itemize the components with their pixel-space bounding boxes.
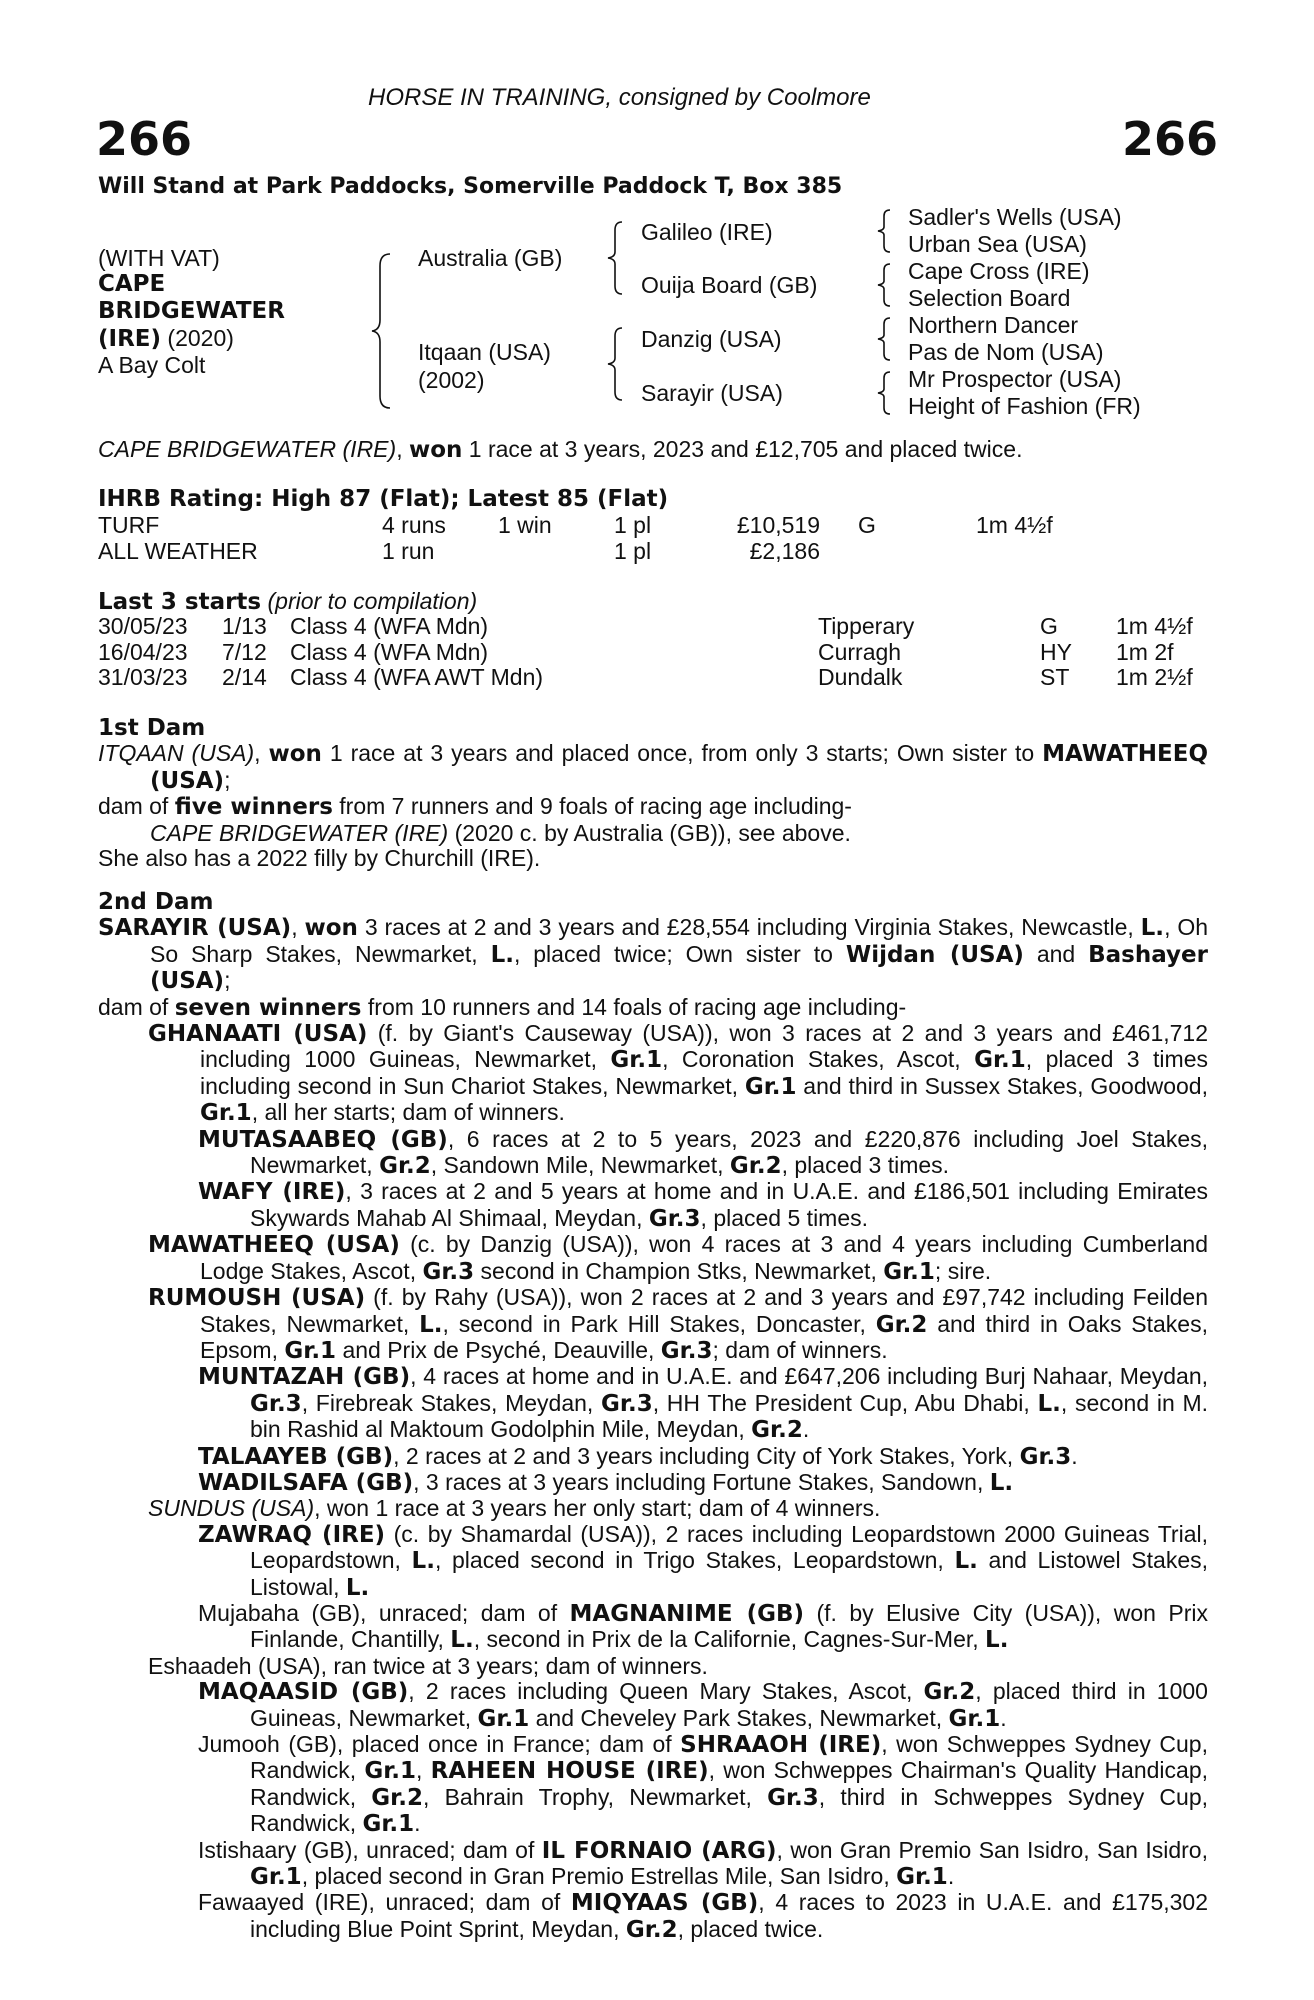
bold-text: Bashayer (USA) (150, 941, 1208, 995)
horse-name-line1: CAPE (98, 271, 166, 297)
bold-text: SARAYIR (USA) (98, 915, 292, 942)
summary-horse-name: CAPE BRIDGEWATER (IRE) (98, 436, 397, 462)
bold-text: Gr.1 (610, 1047, 663, 1074)
text: from 10 runners and 14 foals of racing age including- (361, 993, 907, 1020)
pedigree-brace-main (370, 252, 394, 410)
vat-note: (WITH VAT) (98, 245, 220, 271)
rating-surface: TURF (98, 512, 160, 538)
summary-rest: 1 race at 3 years, 2023 and £12,705 and placed twice. (462, 436, 1023, 462)
bold-text: MAGNANIME (GB) (569, 1600, 805, 1627)
text: and Prix de Psyché, Deauville, (336, 1336, 661, 1363)
bold-text: won (268, 741, 322, 768)
text: second in Champion Stks, Newmarket, (474, 1257, 884, 1284)
start-course: Curragh (818, 638, 902, 665)
pedigree-sire-dam: Ouija Board (GB) (641, 272, 818, 298)
bold-text: L. (411, 1548, 435, 1575)
bold-text: Gr.1 (362, 1811, 415, 1838)
bold-text: MAWATHEEQ (USA) (148, 1232, 400, 1259)
bold-text: WAFY (IRE) (198, 1179, 346, 1206)
start-going: HY (1040, 638, 1072, 665)
produce-entry (98, 1496, 1208, 1521)
text: (c. by Shamardal (USA)), 2 races including Leopardstown 2000 Guineas Trial, Leopardstown, (250, 1520, 1208, 1574)
italic-text: SUNDUS (USA) (148, 1495, 315, 1522)
text: and third in Sussex Stakes, Goodwood, (796, 1072, 1208, 1099)
text: Mujabaha (GB), unraced; dam of (198, 1599, 570, 1626)
bold-text: Gr.3 (767, 1784, 819, 1811)
bold-text: L. (989, 1469, 1014, 1496)
bold-text: Gr.2 (625, 1916, 678, 1943)
bold-text: Gr.1 (477, 1705, 530, 1732)
first-dam-produce (98, 794, 1208, 820)
text: , 3 races at 3 years including Fortune Stakes, Sandown, (413, 1468, 990, 1495)
text: and third in Oaks Stakes, Epsom, (200, 1310, 1208, 1363)
text: She also has a 2022 filly by Churchill (IRE). (98, 845, 541, 872)
text: and Listowel Stakes, Listowal, (250, 1547, 1209, 1600)
bold-text: seven winners (174, 994, 362, 1021)
bold-text: L. (954, 1548, 978, 1575)
produce-entry (98, 915, 1208, 994)
text: , Coronation Stakes, Ascot, (662, 1046, 975, 1073)
text: , second in Park Hill Stakes, Doncaster, (442, 1310, 876, 1337)
bold-text: WADILSAFA (GB) (198, 1469, 414, 1496)
start-course: Tipperary (818, 613, 915, 639)
text: , (291, 914, 305, 941)
rating-pl: 1 pl (614, 538, 652, 564)
text: Istishaary (GB), unraced; dam of (198, 1836, 542, 1863)
rating-prize: £10,519 (736, 512, 820, 538)
last-starts-note: (prior to compilation) (267, 588, 478, 614)
start-pos: 7/12 (222, 638, 267, 665)
text: , placed 3 times. (781, 1152, 950, 1179)
italic-text: ITQAAN (USA) (98, 740, 255, 767)
text: , placed second in Gran Premio Estrellas Mile, San Isidro, (301, 1863, 897, 1890)
stable-location: Will Stand at Park Paddocks, Somerville Paddock T, Box 385 (98, 174, 843, 199)
text: from 7 runners and 9 foals of racing age including- (332, 793, 852, 820)
produce-entry (98, 1179, 1208, 1232)
rating-runs: 1 run (382, 538, 435, 564)
pedigree-gg4: Selection Board (908, 285, 1071, 311)
first-dam-section (98, 716, 1208, 871)
produce-entry (98, 1285, 1208, 1364)
bold-text: RAHEEN HOUSE (IRE) (430, 1758, 709, 1785)
second-dam-section (98, 890, 1208, 1943)
text: , placed twice. (677, 1915, 824, 1942)
text: , placed 5 times. (700, 1204, 869, 1231)
bold-text: Gr.2 (923, 1679, 976, 1706)
text: , all her starts; dam of winners. (251, 1099, 565, 1126)
horse-name-line2: BRIDGEWATER (98, 298, 285, 324)
pedigree-brace-g1 (876, 208, 894, 254)
text: , third in Schweppes Sydney Cup, Randwick, (250, 1783, 1208, 1837)
bold-text: Gr.3 (422, 1258, 475, 1285)
last-starts-heading (98, 588, 477, 615)
page-subtitle: HORSE IN TRAINING, consigned by Coolmore (368, 84, 871, 111)
bold-text: Gr.1 (896, 1864, 948, 1891)
first-dam-heading: 1st Dam (98, 715, 206, 741)
text: (f. by Rahy (USA)), won 2 races at 2 and 3 years and £97,742 including Feilden Stakes, Newmarket, (200, 1284, 1208, 1337)
bold-text: MAWATHEEQ (USA) (150, 741, 1209, 794)
text: (f. by Elusive City (USA)), won Prix Finlande, Chantilly, (250, 1599, 1208, 1653)
pedigree-dam-sire: Danzig (USA) (641, 326, 782, 352)
text: ; sire. (934, 1257, 992, 1284)
start-pos: 1/13 (222, 613, 267, 639)
text: , (416, 1757, 431, 1784)
rating-surface: ALL WEATHER (98, 538, 258, 564)
text: . (1071, 1442, 1078, 1469)
rating-runs: 4 runs (382, 512, 446, 538)
bold-text: Gr.3 (1019, 1443, 1072, 1470)
text: . (947, 1863, 955, 1890)
bold-text: L. (450, 1627, 474, 1654)
pedigree-gg5: Northern Dancer (908, 312, 1079, 338)
pedigree-brace-g2 (876, 262, 894, 308)
bold-text: Gr.1 (284, 1337, 337, 1364)
pedigree-dam-year: (2002) (418, 367, 485, 393)
text: ; (224, 766, 231, 793)
text: , placed third in 1000 Guineas, Newmarket, (250, 1678, 1208, 1731)
text: , 4 races at home and in U.A.E. and £647,206 including Burj Nahaar, Meydan, (410, 1363, 1209, 1390)
bold-text: L. (1037, 1390, 1061, 1417)
bold-text: Gr.1 (883, 1258, 935, 1285)
text: , won Gran Premio San Isidro, San Isidro, (776, 1836, 1208, 1863)
bold-text: Gr.1 (948, 1705, 1001, 1732)
text: , placed twice; Own sister to (513, 940, 846, 967)
text: , 4 races to 2023 in U.A.E. and £175,302 including Blue Point Sprint, Meydan, (250, 1889, 1209, 1942)
second-dam-paragraphs (98, 915, 1208, 1943)
produce-entry (98, 1364, 1208, 1443)
text: . (802, 1416, 810, 1443)
produce-entry (98, 1654, 1208, 1679)
pedigree-gg6: Pas de Nom (USA) (908, 339, 1104, 365)
text: Eshaadeh (USA), ran twice at 3 years; dam of winners. (148, 1652, 708, 1679)
pedigree-sire: Australia (GB) (418, 245, 563, 271)
rating-title: IHRB Rating: High 87 (Flat); Latest 85 (Flat) (98, 486, 669, 512)
produce-entry (98, 1522, 1208, 1601)
bold-text: IL FORNAIO (ARG) (541, 1837, 777, 1864)
text: . (1000, 1704, 1007, 1731)
text: and Cheveley Park Stakes, Newmarket, (529, 1704, 949, 1731)
text: Jumooh (GB), placed once in France; dam of (198, 1731, 681, 1757)
bold-text: GHANAATI (USA) (148, 1021, 368, 1048)
horse-country: (IRE) (98, 326, 162, 352)
race-summary: CAPE BRIDGEWATER (IRE), won 1 race at 3 years, 2023 and £12,705 and placed twice. (98, 436, 1023, 463)
rating-wins: 1 win (498, 512, 552, 538)
produce-entry (98, 1470, 1208, 1496)
bold-text: Gr.2 (729, 1153, 782, 1180)
rating-prize: £2,186 (749, 538, 820, 564)
text: dam of (98, 793, 175, 820)
pedigree-brace-g4 (876, 370, 894, 416)
bold-text: Gr.2 (371, 1784, 423, 1811)
bold-text: MIQYAAS (GB) (570, 1890, 759, 1917)
bold-text: won (304, 915, 358, 942)
pedigree-gg2: Urban Sea (USA) (908, 231, 1087, 257)
bold-text: Gr.2 (875, 1311, 928, 1338)
text: , second in Prix de la Californie, Cagnes-Sur-Mer, (473, 1626, 986, 1653)
bold-text: Gr.1 (364, 1758, 417, 1785)
horse-year: (2020) (167, 325, 234, 351)
lot-number-left: 266 (96, 112, 193, 166)
bold-text: Gr.2 (751, 1417, 803, 1444)
text: , Oh So Sharp Stakes, Newmarket, (150, 914, 1209, 967)
bold-text: L. (490, 941, 514, 968)
text: , 6 races at 2 to 5 years, 2023 and £220,876 including Joel Stakes, Newmarket, (250, 1125, 1209, 1179)
bold-text: L. (419, 1311, 443, 1338)
start-dist: 1m 2½f (1116, 664, 1193, 690)
text: , 2 races at 2 and 3 years including City of York Stakes, York, (393, 1442, 1020, 1469)
produce-entry (98, 1127, 1208, 1180)
pedigree-dam: Itqaan (USA) (418, 339, 551, 365)
text: , second in M. bin Rashid al Maktoum Godolphin Mile, Meydan, (250, 1389, 1208, 1443)
text: , won Schweppes Sydney Cup, Randwick, (250, 1731, 1208, 1784)
pedigree-gg8: Height of Fashion (FR) (908, 393, 1141, 419)
bold-text: Gr.1 (200, 1100, 252, 1127)
text: 3 races at 2 and 3 years and £28,554 including Virginia Stakes, Newcastle, (357, 914, 1141, 941)
text: . (414, 1810, 421, 1837)
start-race: Class 4 (WFA AWT Mdn) (290, 664, 544, 690)
start-going: ST (1040, 664, 1070, 690)
bold-text: Gr.2 (379, 1153, 431, 1180)
start-course: Dundalk (818, 664, 903, 690)
text: (c. by Danzig (USA)), won 4 races at 3 and 4 years including Cumberland Lodge Stakes, Ascot, (200, 1231, 1208, 1284)
start-date: 16/04/23 (98, 638, 188, 665)
bold-text: SHRAAOH (IRE) (680, 1732, 882, 1758)
pedigree-gg7: Mr Prospector (USA) (908, 366, 1122, 392)
bold-text: Gr.1 (744, 1073, 797, 1100)
start-going: G (1040, 613, 1058, 639)
text: , (254, 740, 269, 767)
produce-entry (98, 1838, 1208, 1891)
start-pos: 2/14 (222, 664, 267, 690)
text: , Firebreak Stakes, Meydan, (301, 1389, 602, 1416)
text: , HH The President Cup, Abu Dhabi, (652, 1389, 1038, 1416)
pedigree-brace-dam (606, 326, 626, 402)
second-dam-heading: 2nd Dam (98, 889, 214, 915)
pedigree-dam-dam: Sarayir (USA) (641, 380, 783, 406)
pedigree-sire-sire: Galileo (IRE) (641, 219, 773, 245)
text: 1 race at 3 years and placed once, from only 3 starts; Own sister to (321, 740, 1043, 767)
bold-text: L. (345, 1574, 370, 1601)
text: , won Schweppes Chairman's Quality Handicap, Randwick, (250, 1757, 1209, 1810)
produce-entry (98, 995, 1208, 1021)
bold-text: L. (1140, 915, 1165, 942)
text: , 2 races including Queen Mary Stakes, Ascot, (408, 1678, 924, 1705)
produce-entry (98, 1679, 1208, 1732)
bold-text: ZAWRAQ (IRE) (198, 1521, 386, 1548)
text: , Sandown Mile, Newmarket, (430, 1152, 730, 1179)
lot-number-right: 266 (1121, 112, 1218, 166)
text: , 3 races at 2 and 5 years at home and in U.A.E. and £186,501 including Emirates Skywards Mahab Al Shimaal, Meydan, (250, 1178, 1208, 1231)
pedigree-brace-g3 (876, 316, 894, 362)
bold-text: Wijdan (USA) (845, 941, 1024, 968)
summary-won: won (408, 437, 463, 463)
start-date: 31/03/23 (98, 664, 188, 690)
start-race: Class 4 (WFA Mdn) (290, 613, 489, 639)
italic-text: CAPE BRIDGEWATER (IRE) (150, 819, 449, 846)
text: (2020 c. by Australia (GB)), see above. (448, 819, 851, 846)
bold-text: L. (985, 1627, 1009, 1654)
produce-entry (98, 1232, 1208, 1285)
text: (f. by Giant's Causeway (USA)), won 3 races at 2 and 3 years and £461,712 including 1000 Guineas, Newmarket, (200, 1020, 1208, 1073)
text: , placed second in Trigo Stakes, Leopardstown, (434, 1547, 955, 1574)
text: , won 1 race at 3 years her only start; dam of 4 winners. (314, 1495, 881, 1522)
text: , placed 3 times including second in Sun Chariot Stakes, Newmarket, (200, 1046, 1208, 1099)
bold-text: Gr.3 (660, 1337, 713, 1364)
pedigree-gg1: Sadler's Wells (USA) (908, 204, 1122, 230)
text: , Bahrain Trophy, Newmarket, (422, 1783, 768, 1810)
produce-entry (98, 1732, 1208, 1838)
bold-text: Gr.3 (648, 1205, 701, 1232)
start-race: Class 4 (WFA Mdn) (290, 638, 489, 665)
rating-pl: 1 pl (614, 512, 652, 538)
text: and (1023, 940, 1089, 967)
produce-entry (98, 1601, 1208, 1654)
pedigree-gg3: Cape Cross (IRE) (908, 258, 1090, 284)
start-dist: 1m 2f (1116, 638, 1174, 665)
text: ; dam of winners. (712, 1336, 888, 1363)
horse-description: A Bay Colt (98, 352, 206, 378)
text: ; (224, 967, 231, 994)
start-dist: 1m 4½f (1116, 613, 1193, 639)
bold-text: RUMOUSH (USA) (148, 1285, 366, 1312)
first-dam-foal (98, 821, 1208, 846)
bold-text: Gr.3 (601, 1390, 653, 1417)
bold-text: Gr.3 (250, 1390, 302, 1417)
text: dam of (98, 993, 175, 1020)
bold-text: MAQAASID (GB) (198, 1679, 409, 1706)
rating-dist: 1m 4½f (976, 512, 1053, 538)
first-dam-record (98, 741, 1208, 794)
produce-entry (98, 1444, 1208, 1470)
first-dam-note (98, 846, 1208, 871)
bold-text: five winners (174, 794, 333, 821)
produce-entry (98, 1021, 1208, 1127)
bold-text: Gr.1 (974, 1047, 1026, 1074)
bold-text: MUTASAABEQ (GB) (198, 1126, 448, 1153)
bold-text: MUNTAZAH (GB) (198, 1364, 411, 1391)
produce-entry (98, 1890, 1208, 1943)
bold-text: Gr.1 (250, 1864, 302, 1891)
pedigree-brace-sire (606, 220, 626, 296)
rating-going: G (858, 512, 876, 538)
last-starts-title: Last 3 starts (98, 589, 262, 615)
text: Fawaayed (IRE), unraced; dam of (198, 1889, 571, 1916)
start-date: 30/05/23 (98, 613, 188, 639)
bold-text: TALAAYEB (GB) (198, 1443, 394, 1470)
horse-origin (98, 325, 234, 352)
